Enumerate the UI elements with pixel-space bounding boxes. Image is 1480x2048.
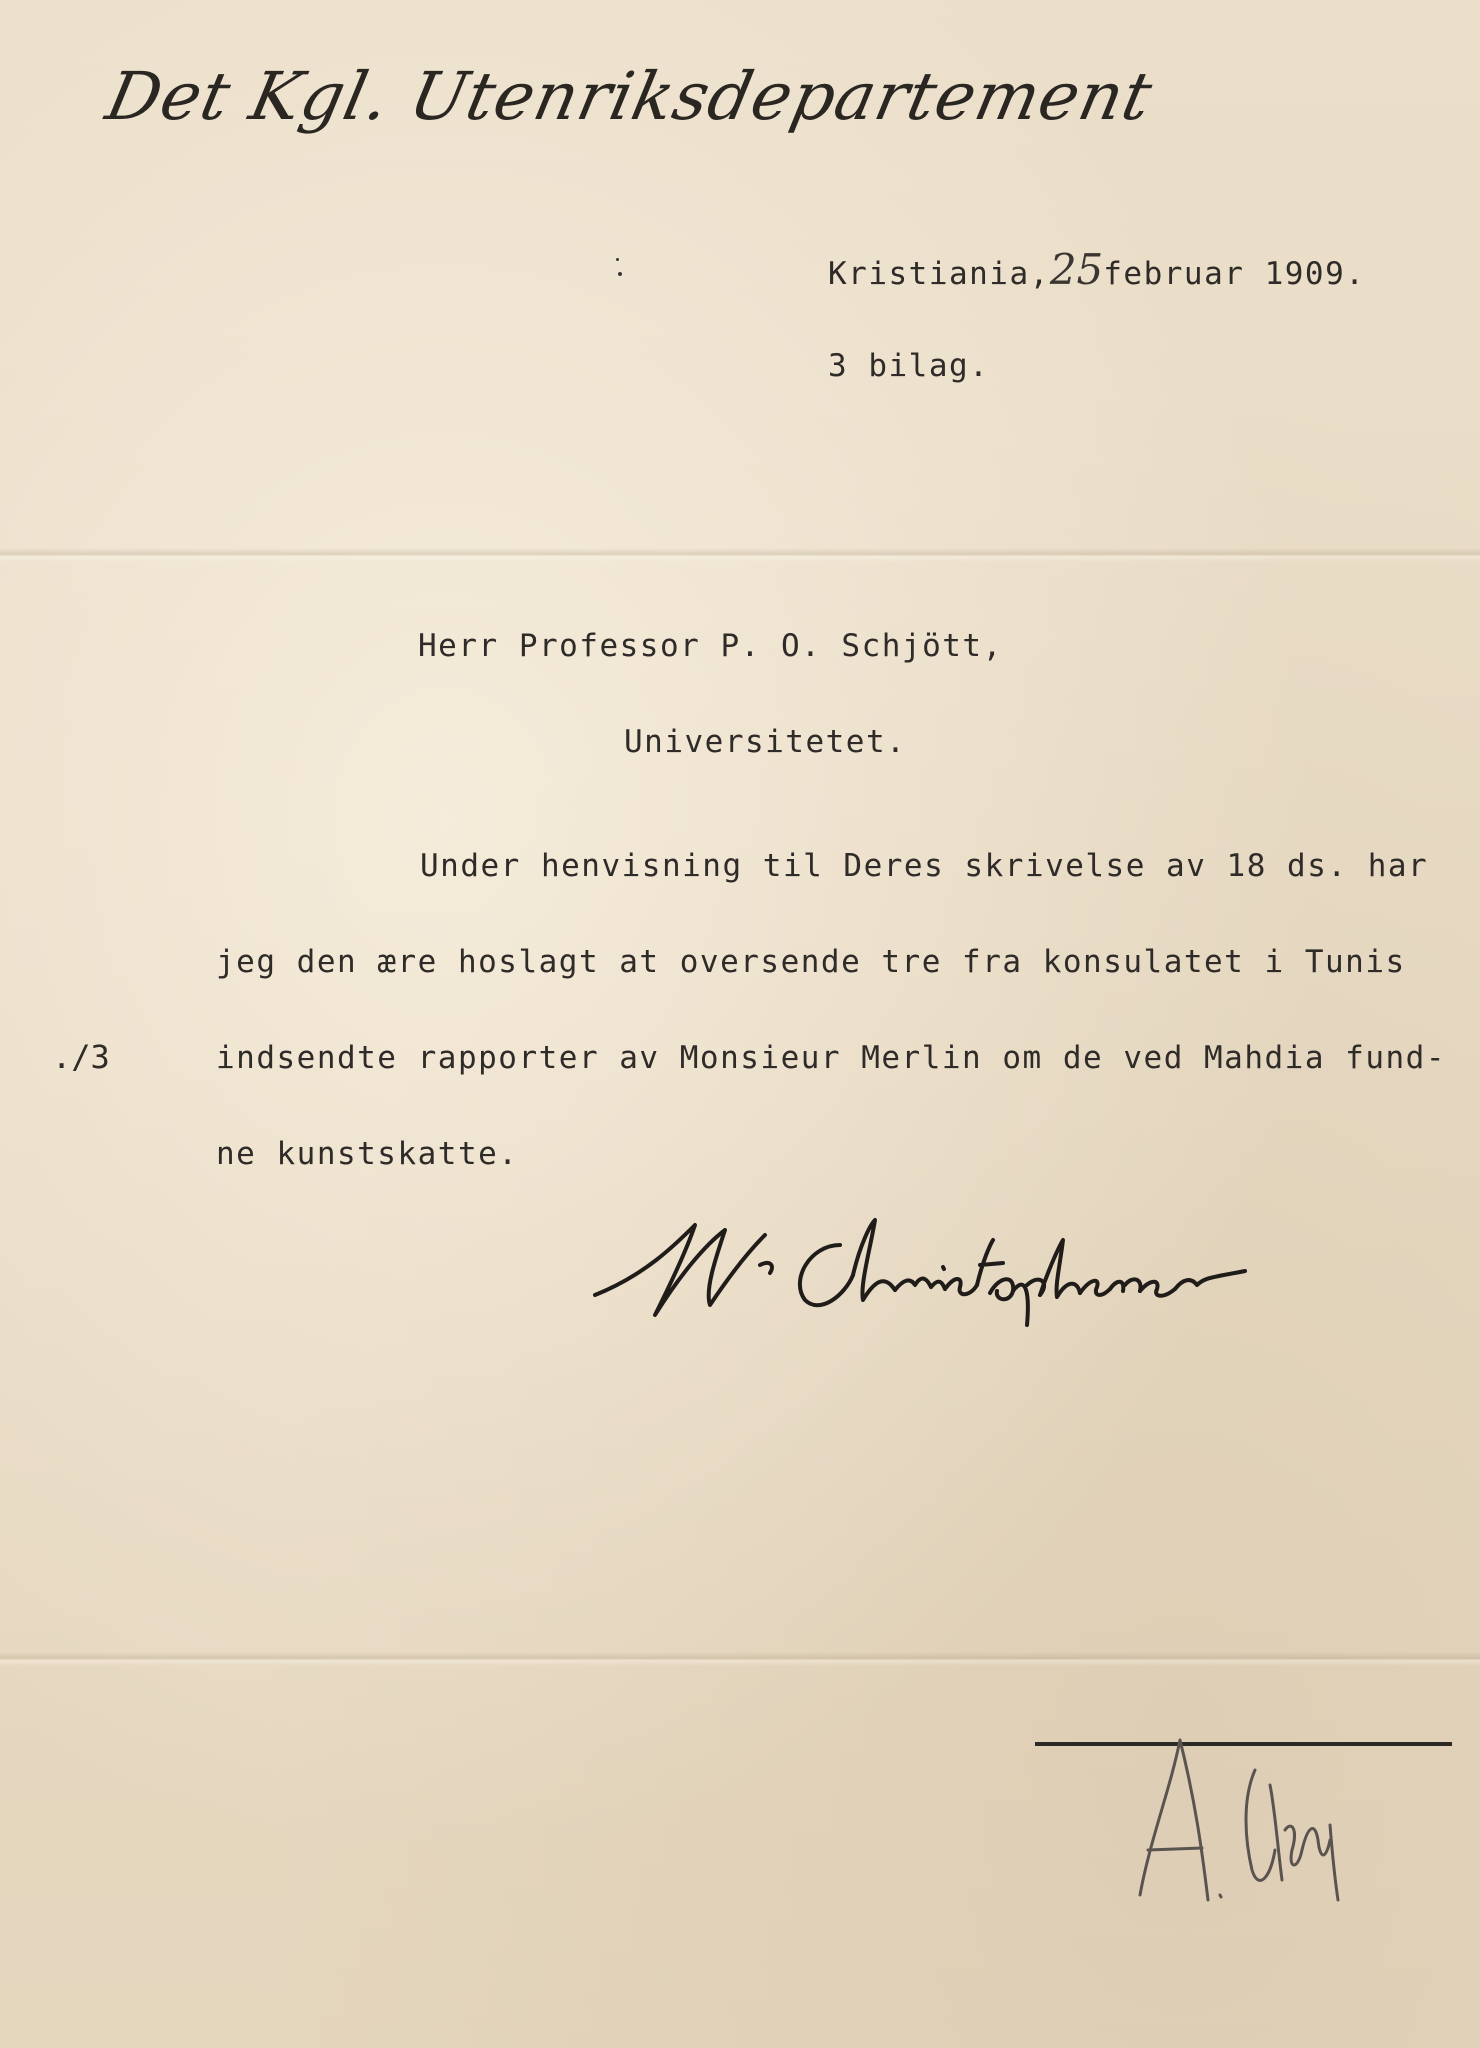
addressee-name: Herr Professor P. O. Schjött, xyxy=(418,628,1003,664)
body-line-1: Under henvisning til Deres skrivelse av 18 ds. har xyxy=(420,848,1429,884)
body-line-2: jeg den ære hoslagt at oversende tre fra konsulatet i Tunis xyxy=(216,944,1406,980)
addressee-institution: Universitetet. xyxy=(624,724,907,760)
enclosures-note: 3 bilag. xyxy=(828,348,990,384)
body-line-4: ne kunstskatte. xyxy=(216,1136,519,1172)
dateline-rest: februar 1909. xyxy=(1103,256,1366,292)
fold-crease-lower xyxy=(0,1652,1480,1666)
dateline-day: 25 xyxy=(1049,245,1104,294)
dateline xyxy=(828,245,1365,294)
fold-crease-upper xyxy=(0,548,1480,562)
letterhead-title: Det Kgl. Utenriksdepartement xyxy=(99,58,1160,135)
ink-speck xyxy=(618,272,622,276)
signature-scheel xyxy=(1030,1730,1350,1920)
ink-speck xyxy=(616,258,619,261)
margin-note: ./3 xyxy=(52,1038,110,1076)
dateline-city: Kristiania, xyxy=(828,256,1050,292)
signature-christophersen xyxy=(585,1205,1265,1335)
body-line-3: indsendte rapporter av Monsieur Merlin om de ved Mahdia fund- xyxy=(216,1040,1446,1076)
